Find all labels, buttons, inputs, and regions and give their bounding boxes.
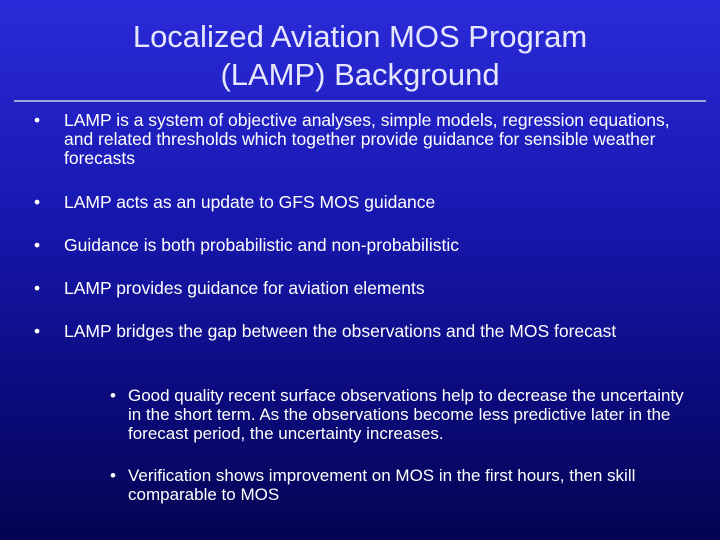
bullet-text: LAMP is a system of objective analyses, simple models, regression equations, and related thresholds which together provide guidance for sensible weather forecasts	[64, 110, 670, 168]
sub-bullet-marker: •	[110, 466, 116, 485]
bullet-marker: •	[34, 110, 41, 130]
bullet-marker: •	[34, 278, 41, 298]
bullet-text: Guidance is both probabilistic and non-probabilistic	[64, 235, 459, 255]
bullet-text: LAMP bridges the gap between the observations and the MOS forecast	[64, 321, 617, 341]
bullet-text: LAMP acts as an update to GFS MOS guidance	[64, 192, 436, 212]
slide-title-line-1: Localized Aviation MOS Program	[132, 19, 588, 54]
bullet-text: LAMP provides guidance for aviation elements	[64, 278, 425, 298]
slide-title-line-2: (LAMP) Background	[220, 57, 500, 92]
bullet-marker: •	[34, 321, 41, 341]
bullet-marker: •	[34, 192, 41, 212]
sub-bullet-text: Good quality recent surface observations help to decrease the uncertainty in the short term. As the observations become less predictive later in the forecast period, the uncertainty increases.	[128, 386, 684, 443]
bullet-marker: •	[34, 235, 41, 255]
sub-bullet-marker: •	[110, 386, 116, 405]
sub-bullet-text: Verification shows improvement on MOS in the first hours, then skill comparable to MOS	[128, 466, 636, 504]
